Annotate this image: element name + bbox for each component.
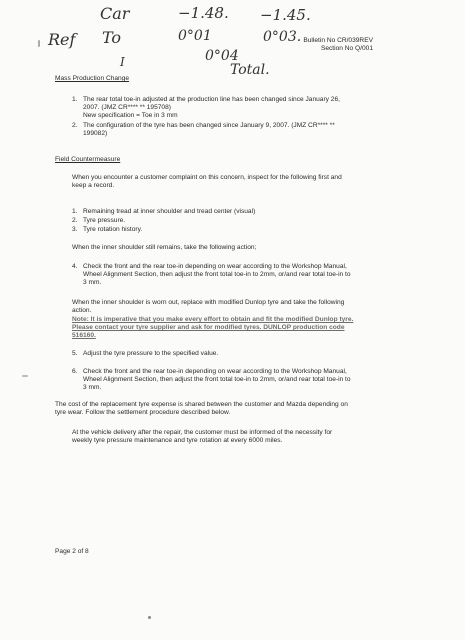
paragraph-line: keep a record. xyxy=(72,182,115,190)
item-line: Tyre pressure. xyxy=(83,217,126,224)
hand-note: −1.45. xyxy=(260,6,311,24)
item-line: New specification = Toe in 3 mm xyxy=(83,112,178,120)
margin-mark xyxy=(22,375,28,377)
paragraph-line: At the vehicle delivery after the repair, the customer must be informed of the necessity for xyxy=(72,429,333,436)
paragraph-line: tyre wear. Follow the settlement procedure described below. xyxy=(55,409,231,417)
hand-note: 0°01 xyxy=(178,28,212,44)
item-line: Adjust the tyre pressure to the specified value. xyxy=(83,350,219,357)
item-number: 2. xyxy=(72,217,78,224)
hand-note: To xyxy=(102,28,122,47)
hand-note: 0°03. xyxy=(263,29,302,45)
item-number: 6. xyxy=(72,368,78,375)
margin-mark xyxy=(38,40,40,47)
item-line: 199082) xyxy=(83,130,108,138)
item-line: Wheel Alignment Section, then adjust the front total toe-in to 2mm, or/and rear total toe-in to xyxy=(83,376,351,384)
item-number: 1. xyxy=(72,96,78,103)
item-line: The rear total toe-in adjusted at the production line has been changed since January 26, xyxy=(83,96,340,103)
item-number: 1. xyxy=(72,208,78,215)
note-line: Please contact your tyre supplier and ask for modified tyres. DUNLOP production code xyxy=(72,324,345,332)
item-line: 3 mm. xyxy=(83,384,102,392)
list-item xyxy=(72,226,142,234)
paragraph-line: weekly tyre pressure maintenance and tyre rotation at every 6000 miles. xyxy=(72,437,283,445)
hand-note: Ref xyxy=(48,30,76,49)
cost-paragraph xyxy=(55,401,405,417)
item-line: 2007. (JMZ CR**** ** 195708) xyxy=(83,104,171,112)
item-line: Wheel Alignment Section, then adjust the front total toe-in to 2mm, or/and rear total toe-in to xyxy=(83,271,351,279)
item-number: 3. xyxy=(72,226,78,233)
note-line: Note: It is imperative that you make every effort to obtain and fit the modified Dunlop tyre. xyxy=(72,316,354,323)
list-item xyxy=(72,350,218,358)
item-number: 5. xyxy=(72,350,78,357)
hand-note: 0°04 xyxy=(205,48,239,64)
paragraph-line: The cost of the replacement tyre expense is shared between the customer and Mazda depending on xyxy=(55,401,348,408)
section-heading: Field Countermeasure xyxy=(55,156,121,163)
hand-note: −1.48. xyxy=(178,4,229,22)
item-number: 2. xyxy=(72,122,78,129)
paragraph-line: When you encounter a customer complaint on this concern, inspect for the following first and xyxy=(72,174,342,181)
hand-note: Car xyxy=(100,4,130,23)
paragraph-line: action. xyxy=(72,307,92,315)
list-item xyxy=(72,368,402,393)
section-number: Section No Q/001 xyxy=(320,45,373,53)
note-line: 516160. xyxy=(72,332,96,340)
paragraph: When the inner shoulder still remains, take the following action; xyxy=(72,244,257,251)
item-number: 4. xyxy=(72,263,78,270)
item-line: Check the front and the rear toe-in depending on wear according to the Workshop Manual, xyxy=(83,263,347,270)
paragraph xyxy=(72,299,402,315)
intro-paragraph xyxy=(72,174,402,190)
delivery-paragraph xyxy=(72,429,402,445)
page-number: Page 2 of 8 xyxy=(55,548,89,555)
scan-speck xyxy=(148,616,151,619)
item-line: Remaining tread at inner shoulder and tread center (visual) xyxy=(83,208,256,215)
list-item xyxy=(72,263,402,288)
hand-note: Total. xyxy=(230,62,270,78)
item-line: 3 mm. xyxy=(83,279,102,287)
item-line: Tyre rotation history. xyxy=(83,226,143,233)
list-item xyxy=(72,208,255,216)
bulletin-header xyxy=(303,37,373,53)
list-item xyxy=(72,217,125,225)
item-line: Check the front and the rear toe-in depending on wear according to the Workshop Manual, xyxy=(83,368,347,375)
item-line: The configuration of the tyre has been changed since January 9, 2007. (JMZ CR**** ** xyxy=(83,122,335,129)
section-heading: Mass Production Change xyxy=(55,75,130,82)
list-item xyxy=(72,122,402,138)
hand-note: I xyxy=(120,55,125,69)
bulletin-number: Bulletin No CR/039REV xyxy=(303,37,373,44)
list-item xyxy=(72,96,402,121)
paragraph-line: When the inner shoulder is worn out, replace with modified Dunlop tyre and take the following xyxy=(72,299,345,306)
note-paragraph xyxy=(72,316,402,341)
